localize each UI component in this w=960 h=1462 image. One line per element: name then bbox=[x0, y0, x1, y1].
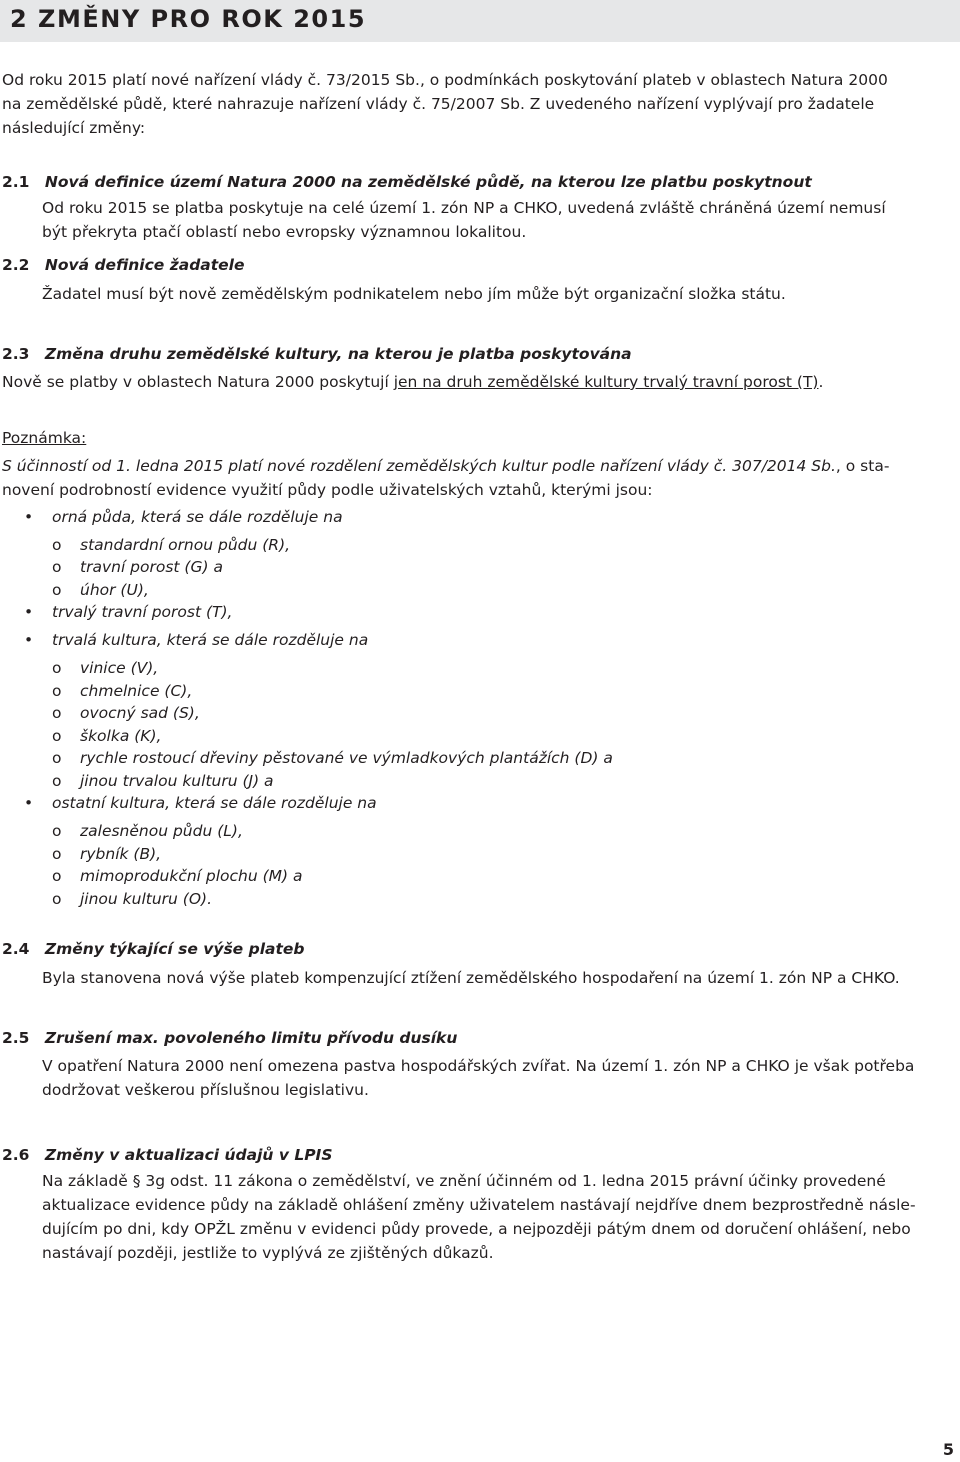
list-item: orná půda, která se dále rozděluje na bbox=[52, 508, 343, 526]
sub-list-item: standardní ornou půdu (R), bbox=[80, 536, 291, 554]
sub-bullet-icon: o bbox=[52, 845, 62, 863]
section-heading: 2 ZMĚNY PRO ROK 2015 bbox=[10, 5, 367, 33]
intro-line: Od roku 2015 platí nové nařízení vlády č. 73/2015 Sb., o podmínkách poskytování plateb v oblastech Natura 2000 bbox=[2, 71, 888, 89]
section-title: Nová definice území Natura 2000 na zemědělské půdě, na kterou lze platbu poskytnout bbox=[44, 173, 812, 191]
section-2-6-heading bbox=[2, 1144, 333, 1167]
sub-bullet-icon: o bbox=[52, 536, 62, 554]
sub-list-item: jinou kulturu (O). bbox=[80, 890, 213, 908]
sub-bullet-icon: o bbox=[52, 749, 62, 767]
section-2-5-body: V opatření Natura 2000 není omezena pastva hospodářských zvířat. Na území 1. zón NP a CHKO je však potřeba bbox=[42, 1057, 915, 1075]
note-label: Poznámka: bbox=[2, 429, 87, 447]
sub-list-item: rybník (B), bbox=[80, 845, 162, 863]
sub-bullet-icon: o bbox=[52, 890, 62, 908]
section-2-2-heading bbox=[2, 254, 245, 277]
section-title: Nová definice žadatele bbox=[44, 256, 245, 274]
section-number: 2.6 bbox=[2, 1146, 30, 1164]
section-heading-bar bbox=[0, 0, 960, 42]
sub-list-item: rychle rostoucí dřeviny pěstované ve výmladkových plantážích (D) a bbox=[80, 749, 613, 767]
sub-list-item: chmelnice (C), bbox=[80, 682, 193, 700]
list-item: trvalý travní porost (T), bbox=[52, 603, 233, 621]
note-italic-text: S účinností od 1. ledna 2015 platí nové rozdělení zemědělských kultur podle nařízení vlády č. 307/2014 Sb. bbox=[2, 457, 836, 475]
section-2-6-body: dujícím po dni, kdy OPŽL změnu v evidenci půdy provede, a nejpozději pátým dnem od doručení ohlášení, nebo bbox=[42, 1220, 911, 1238]
sub-list-item: ovocný sad (S), bbox=[80, 704, 200, 722]
sub-list-item: školka (K), bbox=[80, 727, 162, 745]
section-number: 2.5 bbox=[2, 1029, 30, 1047]
sub-bullet-icon: o bbox=[52, 659, 62, 677]
sub-bullet-icon: o bbox=[52, 867, 62, 885]
sub-bullet-icon: o bbox=[52, 558, 62, 576]
sub-list-item: úhor (U), bbox=[80, 581, 149, 599]
sub-bullet-icon: o bbox=[52, 822, 62, 840]
section-title: Změna druhu zemědělské kultury, na kterou je platba poskytována bbox=[44, 345, 632, 363]
sub-list-item: jinou trvalou kulturu (J) a bbox=[80, 772, 274, 790]
sub-list-item: mimoprodukční plochu (M) a bbox=[80, 867, 303, 885]
section-number: 2.3 bbox=[2, 345, 30, 363]
section-2-1-heading bbox=[2, 171, 812, 194]
sub-list-item: vinice (V), bbox=[80, 659, 159, 677]
intro-line: následující změny: bbox=[2, 119, 146, 137]
note-text: , o sta- bbox=[835, 457, 890, 475]
section-2-2-body: Žadatel musí být nově zemědělským podnikatelem nebo jím může být organizační složka státu. bbox=[42, 285, 786, 303]
section-2-1-body: Od roku 2015 se platba poskytuje na celé území 1. zón NP a CHKO, uvedená zvláště chráněná území nemusí bbox=[42, 199, 886, 217]
section-title: Zrušení max. povoleného limitu přívodu dusíku bbox=[44, 1029, 458, 1047]
section-2-1-body: být překryta ptačí oblastí nebo evropsky významnou lokalitou. bbox=[42, 223, 527, 241]
bullet-icon: • bbox=[24, 508, 34, 526]
sub-bullet-icon: o bbox=[52, 581, 62, 599]
section-number: 2.4 bbox=[2, 940, 30, 958]
bullet-icon: • bbox=[24, 631, 34, 649]
section-number: 2.2 bbox=[2, 256, 30, 274]
note-line: novení podrobností evidence využití půdy podle uživatelských vztahů, kterými jsou: bbox=[2, 481, 653, 499]
bullet-icon: • bbox=[24, 603, 34, 621]
section-title: Změny v aktualizaci údajů v LPIS bbox=[44, 1146, 333, 1164]
page-number: 5 bbox=[942, 1440, 954, 1459]
section-number: 2.1 bbox=[2, 173, 30, 191]
sub-list-item: zalesněnou půdu (L), bbox=[80, 822, 243, 840]
note-line bbox=[2, 455, 889, 478]
list-item: ostatní kultura, která se dále rozděluje na bbox=[52, 794, 377, 812]
section-2-5-body: dodržovat veškerou příslušnou legislativu. bbox=[42, 1081, 369, 1099]
section-2-5-heading bbox=[2, 1027, 457, 1050]
section-2-4-heading bbox=[2, 938, 304, 961]
body-text: . bbox=[818, 373, 824, 391]
section-title: Změny týkající se výše plateb bbox=[44, 940, 305, 958]
list-item: trvalá kultura, která se dále rozděluje na bbox=[52, 631, 369, 649]
section-2-3-heading bbox=[2, 343, 632, 366]
section-2-4-body: Byla stanovena nová výše plateb kompenzující ztížení zemědělského hospodaření na území 1. zón NP a CHKO. bbox=[42, 969, 900, 987]
body-text: Nově se platby v oblastech Natura 2000 poskytují bbox=[2, 373, 394, 391]
sub-bullet-icon: o bbox=[52, 682, 62, 700]
underlined-text: jen na druh zemědělské kultury trvalý travní porost (T) bbox=[393, 373, 819, 391]
sub-bullet-icon: o bbox=[52, 772, 62, 790]
section-2-6-body: aktualizace evidence půdy na základě ohlášení změny uživatelem nastávají nejdříve dnem bezprostředně násle- bbox=[42, 1196, 916, 1214]
section-2-6-body: Na základě § 3g odst. 11 zákona o zemědělství, ve znění účinném od 1. ledna 2015 právní účinky provedené bbox=[42, 1172, 886, 1190]
bullet-icon: • bbox=[24, 794, 34, 812]
sub-bullet-icon: o bbox=[52, 704, 62, 722]
sub-list-item: travní porost (G) a bbox=[80, 558, 223, 576]
sub-bullet-icon: o bbox=[52, 727, 62, 745]
intro-line: na zemědělské půdě, které nahrazuje nařízení vlády č. 75/2007 Sb. Z uvedeného nařízení vyplývají pro žadatele bbox=[2, 95, 875, 113]
section-2-6-body: nastávají později, jestliže to vyplývá ze zjištěných důkazů. bbox=[42, 1244, 494, 1262]
section-2-3-body bbox=[2, 371, 823, 394]
